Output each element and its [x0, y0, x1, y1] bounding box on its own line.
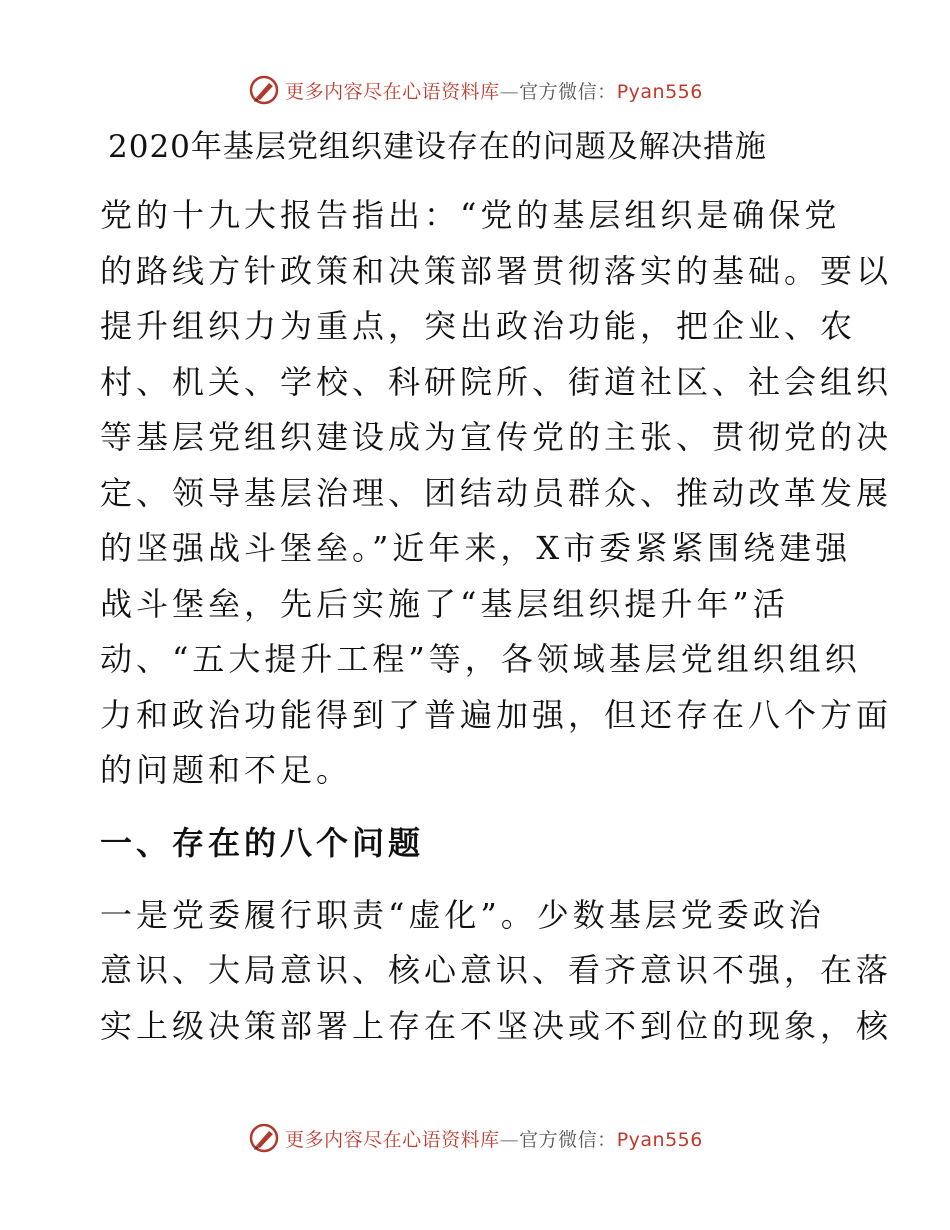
- watermark-official: 官方微信：: [519, 80, 617, 103]
- text-line: 的坚强战斗堡垒。”近年来，X市委紧紧围绕建强: [100, 529, 852, 567]
- watermark-brand: 更多内容尽在心语资料库: [285, 1128, 500, 1151]
- watermark-footer: [0, 1118, 950, 1158]
- text-line: 的问题和不足。: [100, 751, 353, 789]
- pen-logo-icon: [247, 73, 281, 107]
- text-line: 的路线方针政策和决策部署贯彻落实的基础。要以: [100, 251, 893, 290]
- intro-paragraph: [100, 188, 893, 799]
- watermark-dash: —: [499, 80, 520, 103]
- text-line: 力和政治功能得到了普遍加强，但还存在八个方面: [100, 695, 893, 734]
- section-paragraph: [100, 888, 893, 1055]
- watermark-wechat-id: Pyan556: [616, 80, 703, 103]
- watermark-wechat-id: Pyan556: [616, 1128, 703, 1151]
- text-line: 村、机关、学校、科研院所、街道社区、社会组织: [100, 362, 893, 401]
- text-line: 提升组织力为重点，突出政治功能，把企业、农: [100, 307, 857, 345]
- text-line: 一是党委履行职责“虚化”。少数基层党委政治: [100, 895, 825, 934]
- pen-logo-icon: [247, 1121, 281, 1155]
- watermark-brand: 更多内容尽在心语资料库: [285, 80, 500, 103]
- document-title: 2020年基层党组织建设存在的问题及解决措施: [108, 129, 767, 165]
- watermark-dash: —: [499, 1128, 520, 1151]
- text-line: 战斗堡垒，先后实施了“基层组织提升年”活: [100, 584, 789, 623]
- text-line: 实上级决策部署上存在不坚决或不到位的现象，核: [100, 1006, 893, 1045]
- watermark-header: [0, 70, 950, 110]
- watermark-official: 官方微信：: [519, 1128, 617, 1151]
- section-heading: 一、存在的八个问题: [100, 823, 425, 862]
- document-body: [100, 120, 893, 1054]
- text-line: 等基层党组织建设成为宣传党的主张、贯彻党的决: [100, 418, 893, 456]
- text-line: 动、“五大提升工程”等，各领域基层党组织组织: [100, 640, 861, 678]
- text-line: 党的十九大报告指出：“党的基层组织是确保党: [100, 196, 841, 234]
- text-line: 定、领导基层治理、团结动员群众、推动改革发展: [100, 473, 893, 512]
- text-line: 意识、大局意识、核心意识、看齐意识不强，在落: [100, 951, 893, 989]
